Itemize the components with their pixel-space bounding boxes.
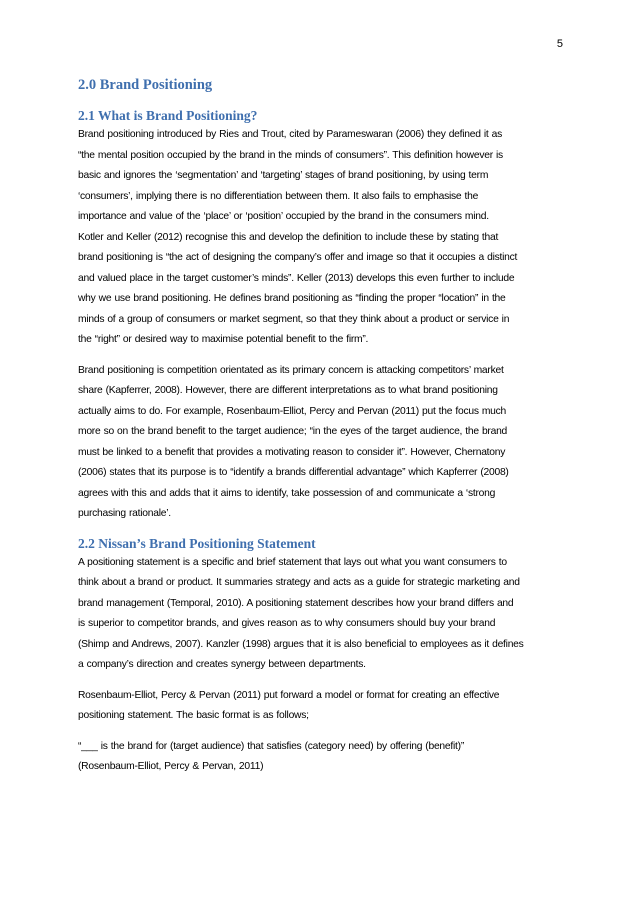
text-line: more so on the brand benefit to the target audience; “in the eyes of the target audience, the brand — [78, 426, 508, 437]
text-line: Kotler and Keller (2012) recognise this and develop the definition to include these by stating that — [78, 231, 499, 243]
text-line: why we use brand positioning. He defines brand positioning as “finding the proper “location” in the — [78, 293, 506, 304]
text-line: (2006) states that its purpose is to “identify a brands differential advantage” which Kapferrer (2008) — [78, 467, 509, 478]
text-line: A positioning statement is a specific and brief statement that lays out what you want consumers to — [78, 556, 507, 568]
text-line: and valued place in the target customer’s minds”. Keller (2013) develops this even further to include — [78, 272, 515, 284]
section-heading-nissan-positioning-statement: 2.2 Nissan’s Brand Positioning Statement — [78, 535, 316, 551]
text-line: purchasing rationale’. — [78, 508, 171, 519]
text-line: basic and ignores the ‘segmentation’ and ‘targeting’ stages of brand positioning, by using term — [78, 170, 489, 181]
text-line: share (Kapferrer, 2008). However, there are different interpretations as to what brand positioning — [78, 385, 498, 396]
text-line: actually aims to do. For example, Rosenbaum-Elliot, Percy and Pervan (2011) put the focus much — [78, 405, 507, 417]
section-heading-what-is-brand-positioning: 2.1 What is Brand Positioning? — [78, 108, 258, 123]
text-line: brand management (Temporal, 2010). A positioning statement describes how your brand differs and — [78, 597, 514, 609]
text-line: agrees with this and adds that it aims to identify, take possession of and communicate a ‘strong — [78, 487, 496, 499]
paragraph-definition — [78, 125, 563, 351]
text-line: must be linked to a benefit that provides a motivating reason to consider it”. However, Chernatony — [78, 446, 506, 458]
document-body — [78, 75, 563, 778]
paragraph-model-format — [78, 686, 563, 727]
paragraph-positioning-statement — [78, 553, 563, 676]
paragraph-competition — [78, 361, 563, 525]
text-line: ‘consumers’, implying there is no differentiation between them. It also fails to emphasise the — [78, 190, 479, 202]
text-line: the “right” or desired way to maximise potential benefit to the firm”. — [78, 334, 369, 345]
text-line: Rosenbaum-Elliot, Percy & Pervan (2011) put forward a model or format for creating an effective — [78, 689, 500, 701]
text-line: “___ is the brand for (target audience) that satisfies (category need) by offering (benefit)” — [78, 740, 465, 752]
text-line: Brand positioning introduced by Ries and Trout, cited by Parameswaran (2006) they defined it as — [78, 129, 502, 140]
text-line: (Shimp and Andrews, 2007). Kanzler (1998) argues that it is also beneficial to employees as it defines — [78, 638, 524, 650]
page-number: 5 — [556, 38, 563, 50]
text-line: Brand positioning is competition orientated as its primary concern is attacking competitors’ market — [78, 364, 504, 376]
chapter-heading: 2.0 Brand Positioning — [78, 77, 213, 93]
text-line: positioning statement. The basic format is as follows; — [78, 710, 309, 721]
text-line: brand positioning is “the act of designing the company’s offer and image so that it occupies a distinct — [78, 252, 518, 263]
text-line: is superior to competitor brands, and gives reason as to why consumers should buy your brand — [78, 618, 496, 629]
text-line: importance and value of the ‘place’ or ‘position’ occupied by the brand in the consumers mind. — [78, 211, 489, 222]
text-line: minds of a group of consumers or market segment, so that they think about a product or service in — [78, 313, 510, 325]
text-line: a company’s direction and creates synergy between departments. — [78, 659, 366, 670]
text-line: think about a brand or product. It summaries strategy and acts as a guide for strategic marketing and — [78, 577, 520, 588]
paragraph-format-quote — [78, 737, 563, 778]
text-line: “the mental position occupied by the brand in the minds of consumers”. This definition however is — [78, 149, 503, 161]
text-line: (Rosenbaum-Elliot, Percy & Pervan, 2011) — [78, 761, 264, 772]
